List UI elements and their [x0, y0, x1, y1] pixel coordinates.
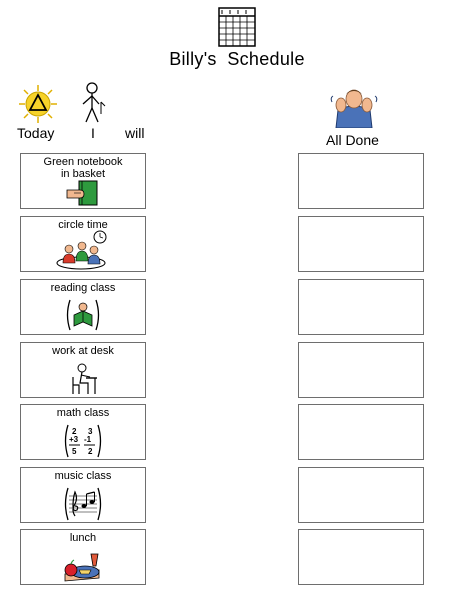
music-icon: [63, 486, 103, 522]
will-label: will: [125, 125, 145, 141]
task-label: reading class: [50, 282, 116, 294]
lunch-icon: [63, 548, 103, 582]
page-title: Billy's Schedule: [169, 49, 305, 69]
today-label: Today: [17, 125, 55, 141]
all-done-box-4[interactable]: [298, 342, 424, 398]
all-done-box-6[interactable]: [298, 467, 424, 523]
svg-text:5: 5: [72, 447, 77, 456]
all-done-box-2[interactable]: [298, 216, 424, 272]
task-card-notebook: [20, 153, 146, 209]
desk-work-icon: [68, 363, 98, 395]
svg-text:2: 2: [72, 427, 77, 436]
all-done-box-1[interactable]: [298, 153, 424, 209]
sun-today-icon: [18, 84, 58, 124]
task-label: work at desk: [52, 345, 114, 357]
task-label: lunch: [69, 532, 97, 544]
svg-text:+3: +3: [69, 435, 79, 444]
person-i-icon: [79, 82, 107, 124]
task-card-lunch: [20, 529, 146, 585]
reading-icon: [64, 298, 102, 332]
all-done-box-5[interactable]: [298, 404, 424, 460]
task-card-reading: [20, 279, 146, 335]
schedule-grid-icon: [218, 7, 256, 47]
task-label: music class: [54, 470, 112, 482]
all-done-label: All Done: [326, 132, 379, 148]
task-card-circle-time: [20, 216, 146, 272]
svg-text:-1: -1: [84, 435, 92, 444]
task-label: circle time: [58, 219, 108, 231]
notebook-basket-icon: [66, 180, 100, 206]
task-card-math: [20, 404, 146, 460]
all-done-sign-icon: [330, 88, 378, 128]
svg-text:2: 2: [88, 447, 93, 456]
all-done-box-7[interactable]: [298, 529, 424, 585]
svg-text:3: 3: [88, 427, 93, 436]
task-label: math class: [56, 407, 110, 419]
task-label: Green notebook in basket: [43, 156, 123, 180]
math-icon: [63, 423, 103, 459]
all-done-box-3[interactable]: [298, 279, 424, 335]
task-card-desk-work: [20, 342, 146, 398]
circle-time-icon: [55, 229, 111, 271]
i-label: I: [91, 125, 95, 141]
task-card-music: [20, 467, 146, 523]
